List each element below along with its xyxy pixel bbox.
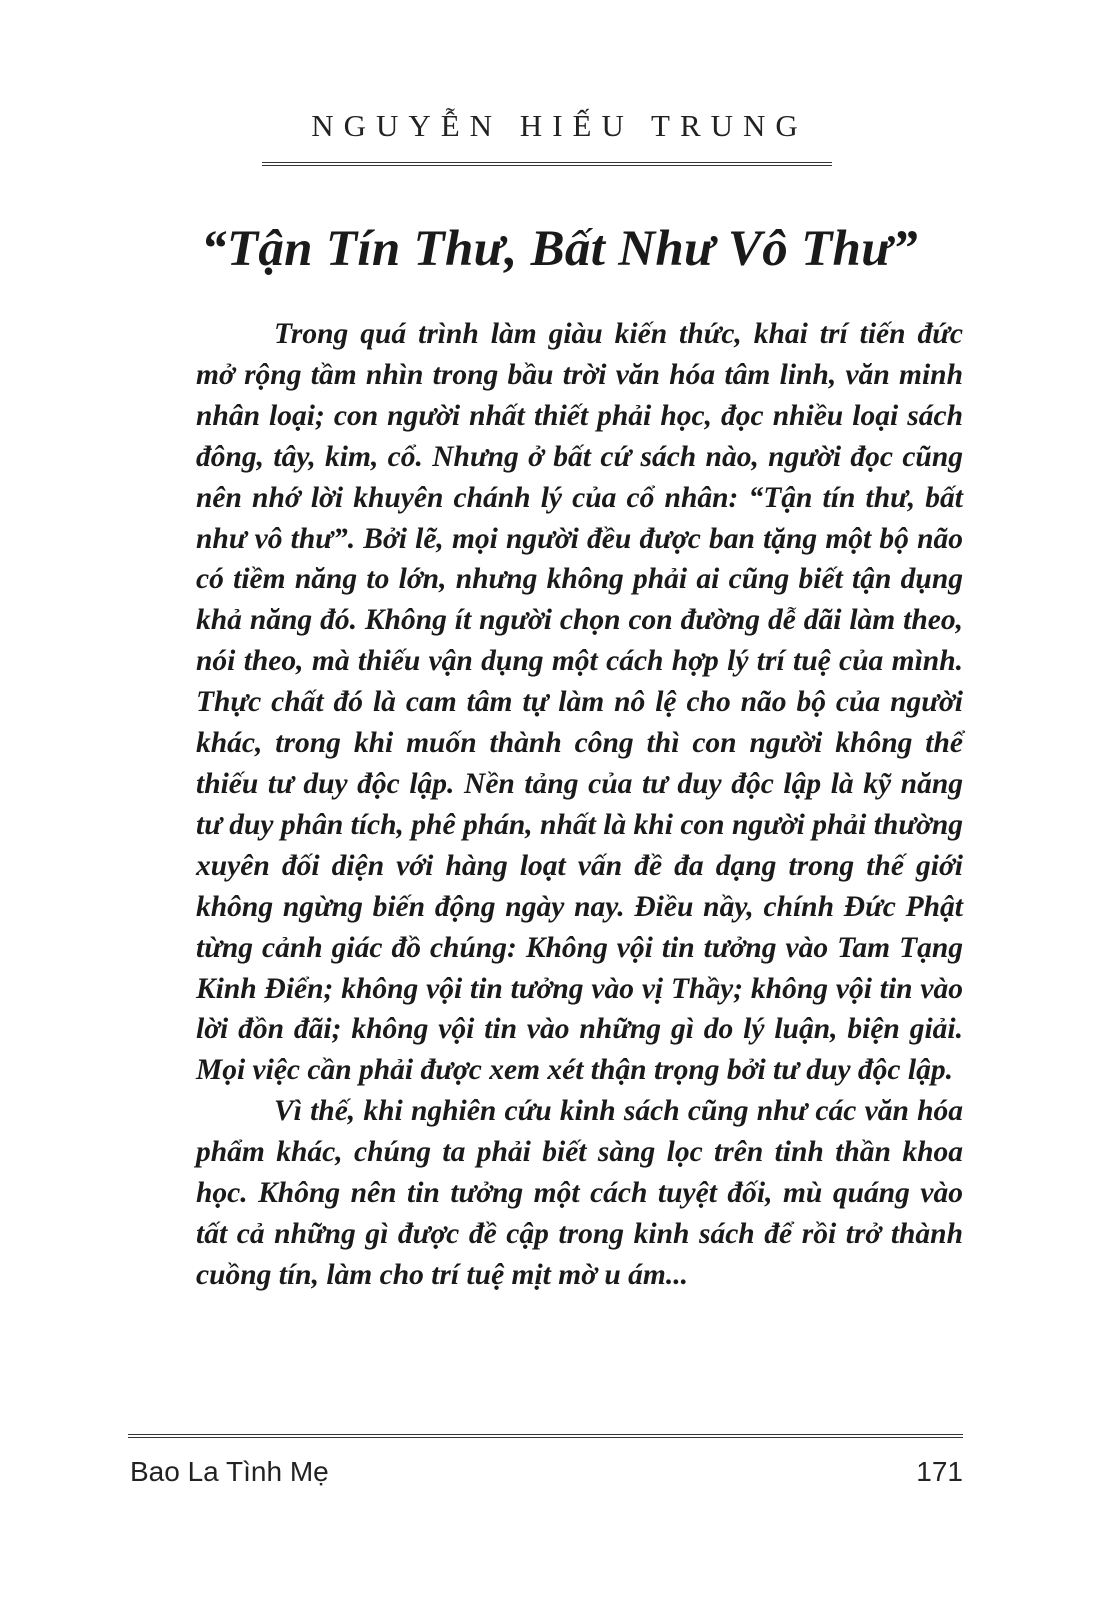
article-body — [196, 314, 963, 1296]
article-title: “Tận Tín Thư, Bất Như Vô Thư” — [201, 221, 918, 277]
paragraph-2: Vì thế, khi nghiên cứu kinh sách cũng như các văn hóa phẩm khác, chúng ta phải biết sàng lọc trên tinh thần khoa học. Không nên tin tưởng một cách tuyệt đối, mù quáng vào tất cả những gì được đề cập trong kinh sách để rồi trở thành cuồng tín, làm cho trí tuệ mịt mờ u ám... — [196, 1095, 963, 1291]
footer-book-title: Bao La Tình Mẹ — [130, 1456, 329, 1487]
page-number: 171 — [916, 1456, 963, 1487]
paragraph-1: Trong quá trình làm giàu kiến thức, khai trí tiến đức mở rộng tầm nhìn trong bầu trời văn hóa tâm linh, văn minh nhân loại; con người nhất thiết phải học, đọc nhiều loại sách đông, tây, kim, cổ. Nhưng ở bất cứ sách nào, người đọc cũng nên nhớ lời khuyên chánh lý của cổ nhân: “Tận tín thư, bất như vô thư”. Bởi lẽ, mọi người đều được ban tặng một bộ não có tiềm năng to lớn, nhưng không phải ai cũng biết tận dụng khả năng đó. Không ít người chọn con đường dễ dãi làm theo, nói theo, mà thiếu vận dụng một cách hợp lý trí tuệ của mình. Thực chất đó là cam tâm tự làm nô lệ cho não bộ của người khác, trong khi muốn thành công thì con người không thể thiếu tư duy độc lập. Nền tảng của tư duy độc lập là kỹ năng tư duy phân tích, phê phán, nhất là khi con người phải thường xuyên đối diện với hàng loạt vấn đề đa dạng trong thế giới không ngừng biến động ngày nay. Điều nầy, chính Đức Phật từng cảnh giác đồ chúng: Không vội tin tưởng vào Tam Tạng Kinh Điển; không vội tin tưởng vào vị Thầy; không vội tin vào lời đồn đãi; không vội tin vào những gì do lý luận, biện giải. Mọi việc cần phải được xem xét thận trọng bởi tư duy độc lập. — [196, 318, 963, 1087]
header-rule — [262, 162, 832, 166]
footer-rule — [128, 1434, 963, 1438]
running-head-author: NGUYỄN HIẾU TRUNG — [311, 108, 808, 143]
